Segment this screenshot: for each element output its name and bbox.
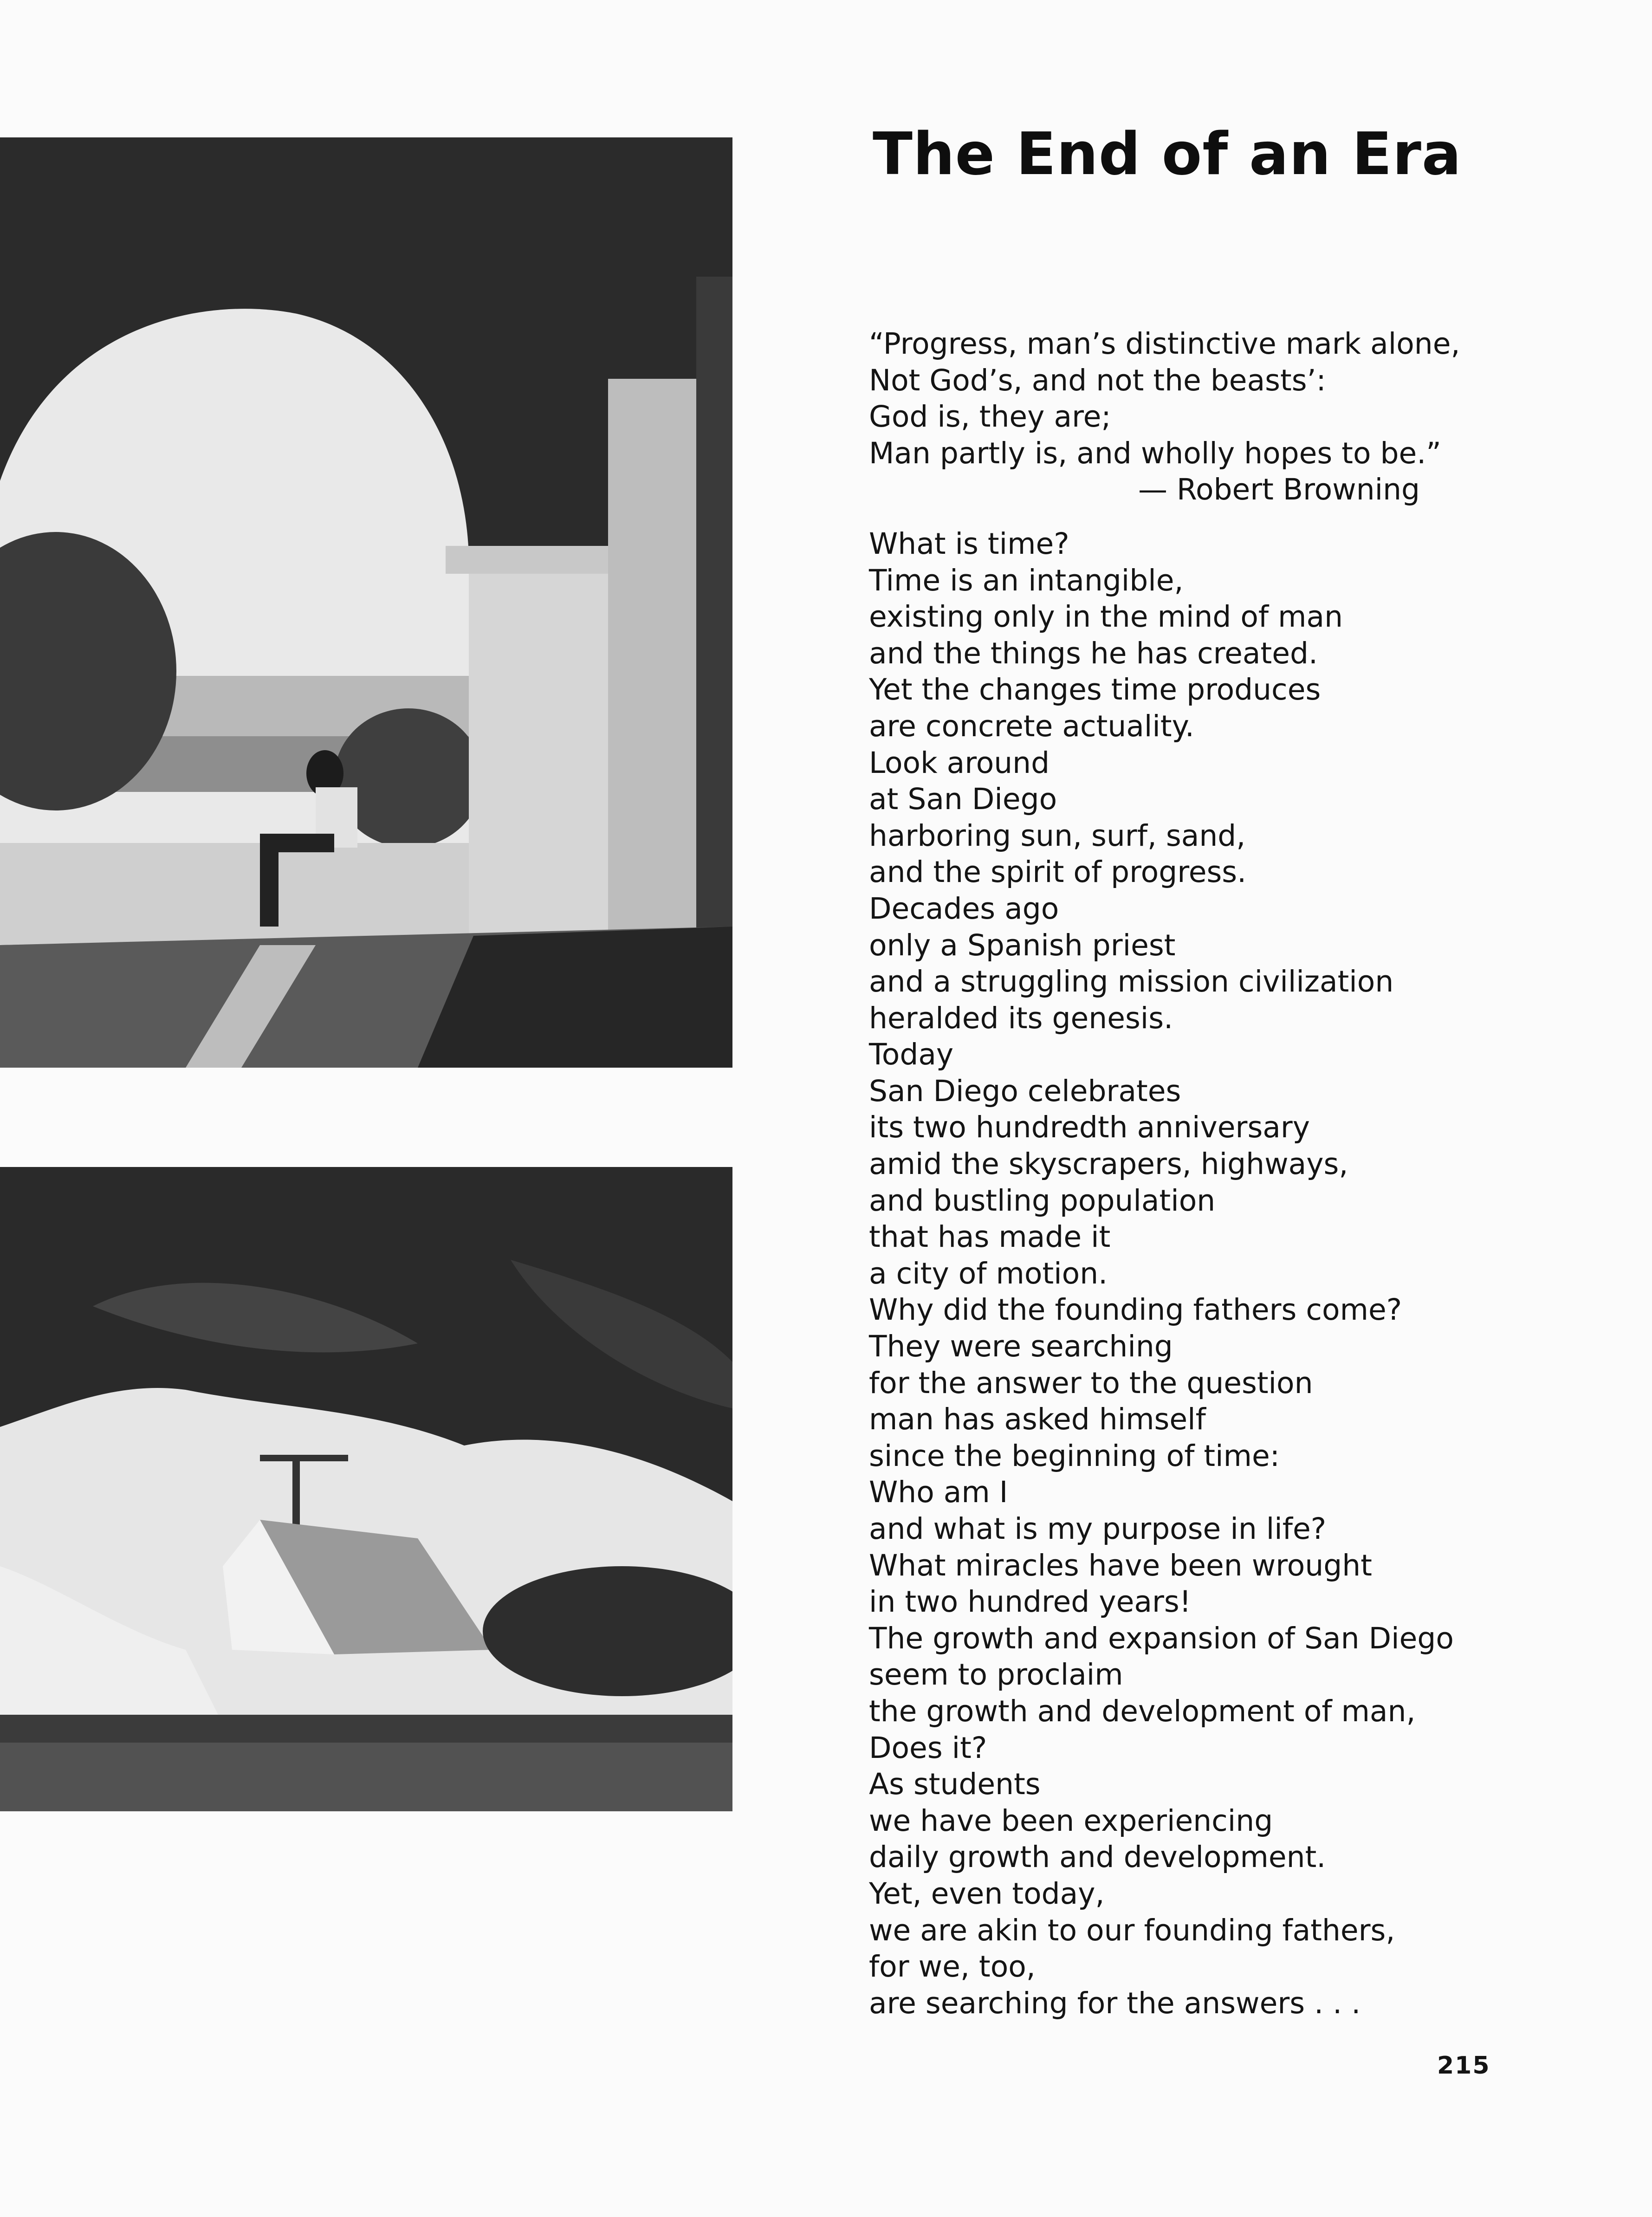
poem-line: existing only in the mind of man: [869, 600, 1343, 634]
poem-line: for the answer to the question: [869, 1366, 1313, 1400]
epigraph-attribution: — Robert Browning: [1138, 473, 1420, 507]
epigraph-line: Not God’s, and not the beasts’:: [869, 363, 1326, 397]
poem-line: in two hundred years!: [869, 1585, 1191, 1619]
epigraph-line: “Progress, man’s distinctive mark alone,: [869, 327, 1460, 361]
poem-line: Look around: [869, 745, 1050, 780]
page-title: The End of an Era: [873, 120, 1462, 188]
poem-line: are concrete actuality.: [869, 709, 1194, 743]
poem-line: Yet the changes time produces: [869, 673, 1321, 707]
poem-line: the growth and development of man,: [869, 1694, 1416, 1728]
poem-line: we have been experiencing: [869, 1803, 1273, 1838]
poem-line: San Diego celebrates: [869, 1074, 1181, 1108]
poem-line: Time is an intangible,: [869, 563, 1184, 597]
poem-line: that has made it: [869, 1220, 1111, 1254]
poem-line: its two hundredth anniversary: [869, 1110, 1310, 1145]
poem-line: They were searching: [869, 1329, 1173, 1364]
poem-line: and bustling population: [869, 1183, 1216, 1218]
poem-line: daily growth and development.: [869, 1840, 1326, 1874]
tree-roof-photo: [0, 1167, 732, 1811]
poem-line: and a struggling mission civilization: [869, 965, 1394, 999]
poem-line: The growth and expansion of San Diego: [869, 1621, 1454, 1655]
poem-line: Why did the founding fathers come?: [869, 1293, 1402, 1327]
poem-line: a city of motion.: [869, 1256, 1108, 1290]
epigraph-line: God is, they are;: [869, 400, 1111, 434]
poem-line: What is time?: [869, 526, 1069, 561]
poem-line: man has asked himself: [869, 1402, 1206, 1437]
poem-line: Yet, even today,: [869, 1876, 1105, 1911]
arch-photo: [0, 137, 732, 1068]
poem-line: since the beginning of time:: [869, 1439, 1280, 1473]
epigraph-line: Man partly is, and wholly hopes to be.”: [869, 436, 1441, 470]
poem-line: seem to proclaim: [869, 1658, 1123, 1692]
poem-line: Decades ago: [869, 891, 1059, 926]
poem-line: we are akin to our founding fathers,: [869, 1913, 1395, 1947]
poem-line: at San Diego: [869, 782, 1057, 817]
poem-line: Today: [869, 1037, 954, 1072]
poem-column: [869, 326, 1472, 2022]
poem-line: and the things he has created.: [869, 636, 1318, 670]
poem-line: amid the skyscrapers, highways,: [869, 1147, 1348, 1181]
poem-line: harboring sun, surf, sand,: [869, 818, 1246, 853]
poem-line: What miracles have been wrought: [869, 1548, 1372, 1582]
poem-line: As students: [869, 1767, 1041, 1802]
poem-line: Who am I: [869, 1475, 1008, 1510]
poem-line: for we, too,: [869, 1950, 1036, 1984]
poem-line: only a Spanish priest: [869, 928, 1176, 962]
page-number: 215: [1437, 2052, 1490, 2080]
poem-line: and what is my purpose in life?: [869, 1512, 1327, 1546]
poem-line: and the spirit of progress.: [869, 855, 1247, 889]
poem-line: are searching for the answers . . .: [869, 1986, 1361, 2020]
poem-line: Does it?: [869, 1731, 987, 1765]
poem-line: heralded its genesis.: [869, 1001, 1173, 1035]
